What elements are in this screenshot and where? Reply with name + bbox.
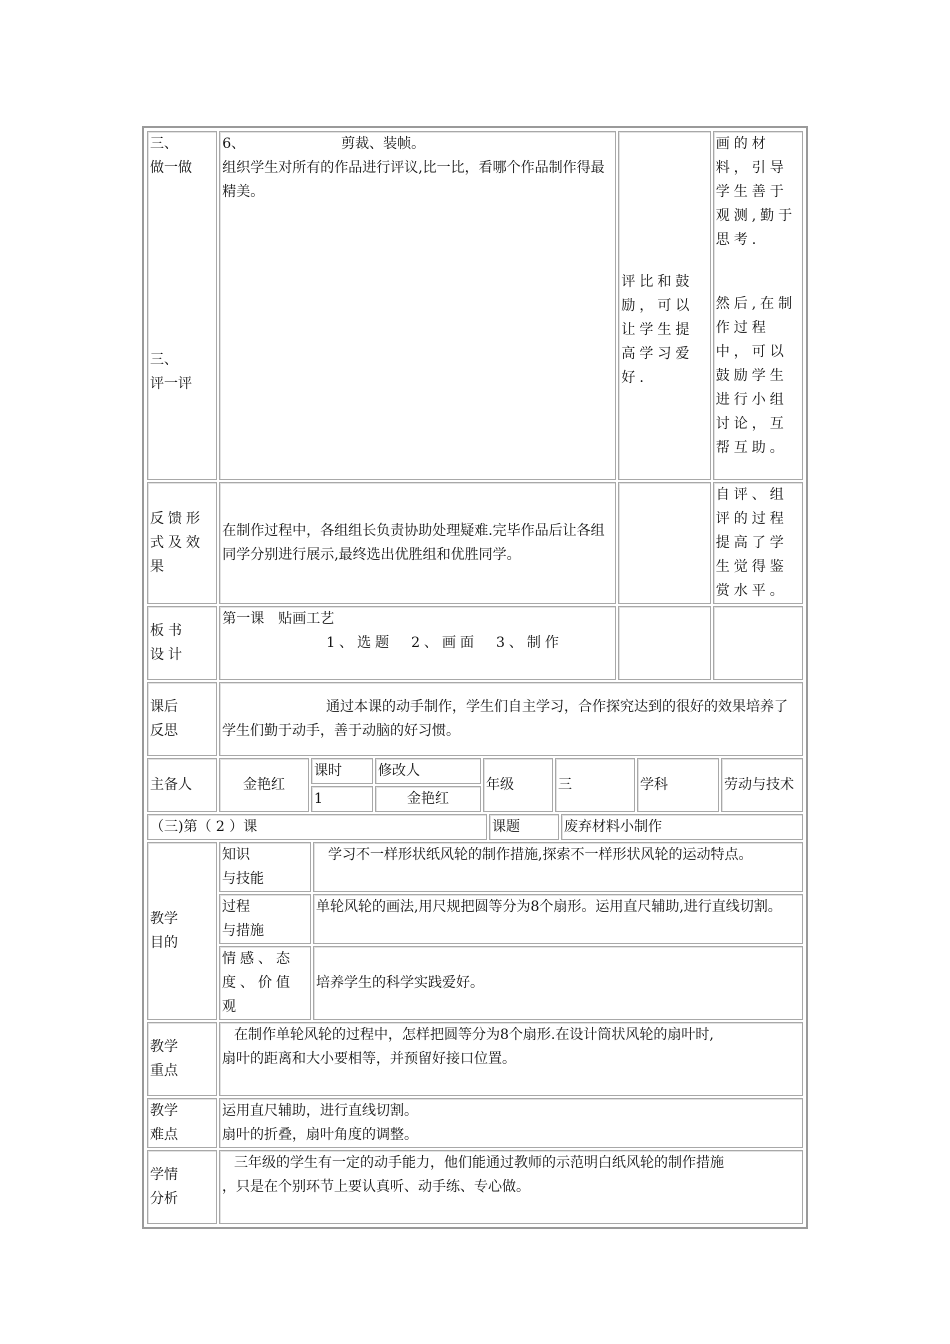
hard-content-cell: [219, 1098, 803, 1148]
table-row: [147, 1098, 803, 1148]
keshi-value: 1: [311, 786, 373, 812]
keti-value: 废弃材料小制作: [561, 814, 803, 840]
board-label-b: 设计: [150, 647, 186, 663]
hard-label-a: 教学: [150, 1103, 178, 1119]
feedback-content: 在制作过程中，各组组长负责协助处理疑难.完毕作品后让各组同学分别进行展示,最终选出优胜组和优胜同学。: [219, 482, 616, 604]
xueke-label: 学科: [637, 758, 719, 812]
feedback-design: 自评、组评的过程提高了学生觉得鉴赏水平。: [713, 482, 803, 604]
feedback-label: 反馈形式及效果: [147, 482, 217, 604]
goals-label-cell: [147, 842, 217, 1020]
zhubeiren-name: 金艳红: [219, 758, 309, 812]
stage-label-zuo-b: 做一做: [150, 160, 192, 176]
table-row: [147, 758, 803, 784]
lesson-plan-table-frame: [142, 126, 808, 1229]
analysis-label-cell: [147, 1150, 217, 1224]
analysis-line-1: 三年级的学生有一定的动手能力，他们能通过教师的示范明白纸风轮的制作措施: [234, 1155, 724, 1171]
analysis-label-a: 学情: [150, 1167, 178, 1183]
table-row: [147, 131, 803, 480]
design-intent-cell: [713, 131, 803, 480]
student-activity-text: 评比和鼓励，可以让学生提高学习爱好.: [621, 274, 694, 386]
feedback-empty-cell: [618, 482, 710, 604]
table-row: [147, 606, 803, 680]
table-row: [147, 682, 803, 756]
nianji-value: 三: [555, 758, 635, 812]
stage-label-ping-a: 三、: [150, 352, 178, 368]
goal-key-2-cell: [219, 894, 311, 944]
table-row: [147, 1150, 803, 1224]
lesson-number: （三)第（ 2 ）课: [147, 814, 487, 840]
goal-key-1a: 知识: [222, 847, 250, 863]
analysis-content-cell: [219, 1150, 803, 1224]
stage-label-cell: [147, 131, 217, 480]
lesson-title-table: [145, 812, 805, 842]
board-content-cell: [219, 606, 616, 680]
student-activity-cell: [618, 131, 710, 480]
goals-table: [145, 840, 805, 1022]
board-line-2: 1、选题 2、画面 3、制作: [326, 635, 563, 651]
analysis-line-2: ，只是在个别环节上要认真听、动手练、专心做。: [222, 1179, 530, 1195]
zhubeiren-label: 主备人: [147, 758, 217, 812]
board-label-a: 板书: [150, 623, 186, 639]
table-row: [147, 482, 803, 604]
goal-key-1b: 与技能: [222, 871, 264, 887]
nianji-label: 年级: [483, 758, 553, 812]
step-text: 剪裁、装帧。: [341, 136, 426, 152]
stage-label-zuo-a: 三、: [150, 136, 178, 152]
step-line: [222, 132, 613, 156]
xiugairen-name: 金艳红: [375, 786, 481, 812]
reflection-table: [145, 680, 805, 758]
reflect-label-cell: [147, 682, 217, 756]
lesson-plan-page: [142, 126, 808, 1229]
points-table: [145, 1020, 805, 1226]
reflect-label-b: 反思: [150, 723, 178, 739]
table-row: [147, 814, 803, 840]
analysis-label-b: 分析: [150, 1191, 178, 1207]
xiugairen-label: 修改人: [375, 758, 481, 784]
table-row: [147, 842, 803, 892]
keti-label: 课题: [489, 814, 559, 840]
goal-value-2: 单轮风轮的画法,用尺规把圆等分为8个扇形。运用直尺辅助,进行直线切割。: [313, 894, 803, 944]
xueke-value: 劳动与技术: [721, 758, 803, 812]
key-line-1: 在制作单轮风轮的过程中，怎样把圆等分为8个扇形.在设计筒状风轮的扇叶时,: [234, 1027, 714, 1043]
activity-content-cell: [219, 131, 616, 480]
goal-key-3: 情感、态度、价值观: [219, 946, 311, 1020]
design-intent-text-1: 画的材料，引导学生善于观测,勤于思考.: [715, 136, 797, 248]
hard-line-2: 扇叶的折叠，扇叶角度的调整。: [222, 1127, 418, 1143]
table-row: [147, 946, 803, 1020]
hard-label-b: 难点: [150, 1127, 178, 1143]
table-row: [147, 1022, 803, 1096]
goal-key-1-cell: [219, 842, 311, 892]
key-label-a: 教学: [150, 1039, 178, 1055]
goals-label-b: 目的: [150, 935, 178, 951]
header-info-table: [145, 756, 805, 814]
key-label-cell: [147, 1022, 217, 1096]
key-label-b: 重点: [150, 1063, 178, 1079]
goal-key-2b: 与措施: [222, 923, 264, 939]
activity-text: 组织学生对所有的作品进行评议,比一比，看哪个作品制作得最精美。: [222, 160, 605, 200]
keshi-label: 课时: [311, 758, 373, 784]
key-content-cell: [219, 1022, 803, 1096]
table-row: [147, 894, 803, 944]
hard-label-cell: [147, 1098, 217, 1148]
reflect-content: 通过本课的动手制作，学生们自主学习，合作探究达到的很好的效果培养了学生们勤于动手，善于动脑的好习惯。: [219, 682, 803, 756]
design-intent-text-2: 然后,在制作过程中，可以鼓励学生进行小组讨论，互帮互助。: [715, 296, 797, 456]
board-empty-cell-1: [618, 606, 710, 680]
board-label-cell: [147, 606, 217, 680]
goal-value-1: 学习不一样形状纸风轮的制作措施,探索不一样形状风轮的运动特点。: [313, 842, 803, 892]
activity-table: [145, 129, 805, 682]
goal-value-3: 培养学生的科学实践爱好。: [313, 946, 803, 1020]
board-line-1: 第一课 贴画工艺: [222, 611, 335, 627]
stage-label-ping-b: 评一评: [150, 376, 192, 392]
reflect-label-a: 课后: [150, 699, 178, 715]
step-number: 6、: [222, 136, 246, 152]
goal-key-2a: 过程: [222, 899, 250, 915]
goals-label-a: 教学: [150, 911, 178, 927]
key-line-2: 扇叶的距离和大小要相等，并预留好接口位置。: [222, 1051, 516, 1067]
board-empty-cell-2: [713, 606, 803, 680]
hard-line-1: 运用直尺辅助，进行直线切割。: [222, 1103, 418, 1119]
